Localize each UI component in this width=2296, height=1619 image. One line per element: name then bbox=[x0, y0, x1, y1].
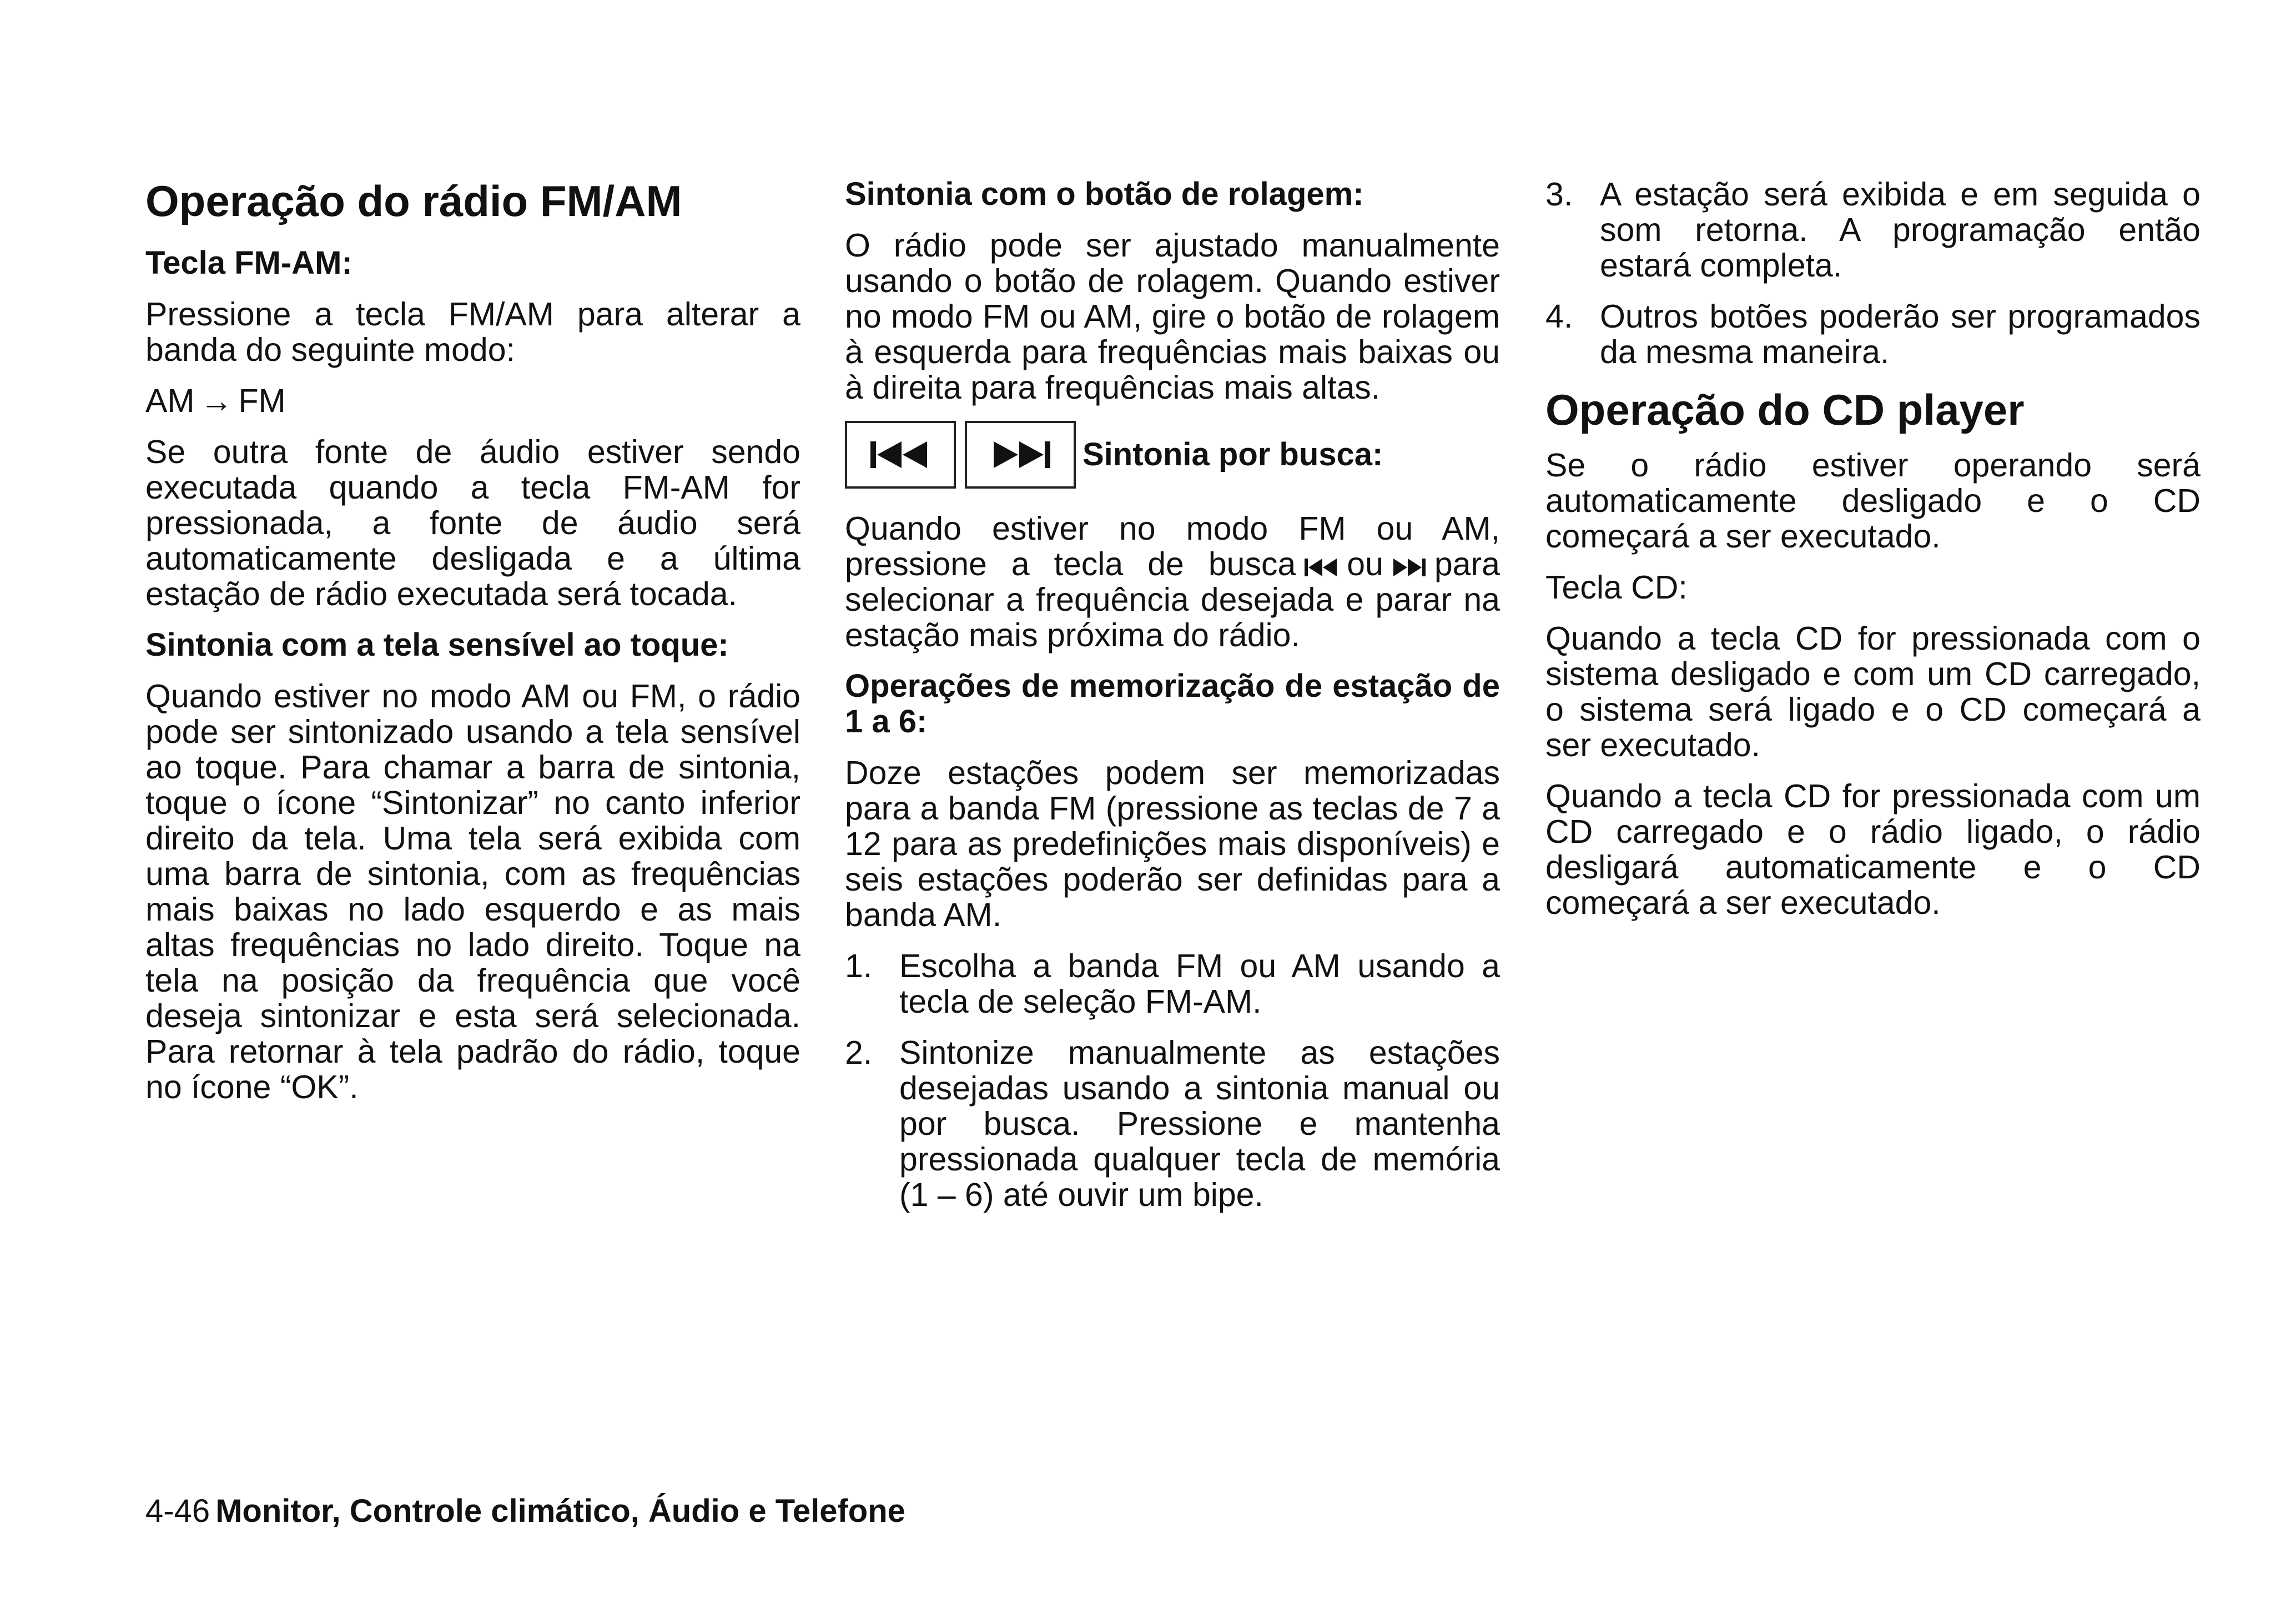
section-title-cd: Operação do CD player bbox=[1545, 385, 2025, 434]
step-number: 4. bbox=[1545, 298, 1573, 335]
step-text: Escolha a banda FM ou AM usando a tecla de seleção FM-AM. bbox=[899, 948, 1500, 1020]
list-item bbox=[1545, 299, 2201, 370]
seek-forward-button-illustration bbox=[965, 421, 1076, 489]
seek-figure bbox=[845, 421, 1500, 489]
step-number: 2. bbox=[845, 1034, 873, 1071]
touch-tuning-paragraph: Quando estiver no modo AM ou FM, o rádio pode ser sintonizado usando a tela sensível ao toque. Para chamar a barra de sintonia, toque o ícone “Sintonizar” no canto inferior direito da tela. Uma tela será exibida com uma barra de sintonia, com as frequências mais baixas no lado esquerdo e as mais altas frequências no lado direito. Toque na tela na posição da frequência que você deseja sintonizar e esta será selecionada. Para retornar à tela padrão do rádio, toque no ícone “OK”. bbox=[145, 678, 800, 1105]
band-to: FM bbox=[238, 383, 286, 419]
seek-text-ou: ou bbox=[1347, 546, 1383, 582]
seek-tuning-paragraph bbox=[845, 511, 1500, 653]
list-item bbox=[1545, 177, 2201, 283]
other-source-paragraph: Se outra fonte de áudio estiver sendo executada quando a tecla FM-AM for pressionada, a fonte de áudio será automaticamente desligada e a última estação de rádio executada será tocada. bbox=[145, 434, 800, 612]
seek-forward-inline-icon bbox=[1391, 556, 1427, 579]
step-number: 1. bbox=[845, 948, 873, 984]
seek-back-icon bbox=[867, 438, 934, 471]
list-item bbox=[845, 948, 1500, 1019]
memory-heading: Operações de memorização de estação de 1 a 6: bbox=[845, 668, 1500, 740]
band-from: AM bbox=[145, 383, 195, 419]
page-footer bbox=[145, 1494, 905, 1529]
seek-text-b: para selecionar a frequência desejada e parar na estação mais próxima do rádio. bbox=[845, 546, 1500, 653]
chapter-title: Monitor, Controle climático, Áudio e Telefone bbox=[215, 1493, 905, 1529]
knob-tuning-heading: Sintonia com o botão de rolagem: bbox=[845, 176, 1364, 212]
column-3 bbox=[1545, 177, 2201, 936]
cd-intro-paragraph: Se o rádio estiver operando será automaticamente desligado e o CD começará a ser executado. bbox=[1545, 447, 2201, 555]
memory-steps-list-1 bbox=[845, 948, 1500, 1213]
column-2 bbox=[845, 177, 1500, 1228]
step-text: A estação será exibida e em seguida o som retorna. A programação então estará completa. bbox=[1600, 176, 2201, 284]
knob-tuning-paragraph: O rádio pode ser ajustado manualmente usando o botão de rolagem. Quando estiver no modo FM ou AM, gire o botão de rolagem à esquerda para frequências mais baixas ou à direita para frequências mais altas. bbox=[845, 227, 1500, 406]
step-text: Outros botões poderão ser programados da mesma maneira. bbox=[1600, 298, 2201, 370]
touch-tuning-heading: Sintonia com a tela sensível ao toque: bbox=[145, 627, 729, 663]
page-number: 4-46 bbox=[145, 1493, 210, 1529]
tecla-fm-am-heading: Tecla FM-AM: bbox=[145, 245, 353, 281]
seek-back-button-illustration bbox=[845, 421, 956, 489]
list-item bbox=[845, 1035, 1500, 1213]
column-1 bbox=[145, 177, 800, 1120]
cd-on-paragraph: Quando a tecla CD for pressionada com um CD carregado e o rádio ligado, o rádio desligará automaticamente e o CD começará a ser executado. bbox=[1545, 778, 2201, 921]
step-number: 3. bbox=[1545, 176, 1573, 213]
tecla-cd-label: Tecla CD: bbox=[1545, 569, 1688, 606]
arrow-right-icon: → bbox=[200, 383, 233, 419]
seek-back-inline-icon bbox=[1303, 556, 1339, 579]
memory-steps-list-2 bbox=[1545, 177, 2201, 370]
seek-text-a: Quando estiver no modo FM ou AM, pressione a tecla de busca bbox=[845, 510, 1500, 582]
memory-paragraph: Doze estações podem ser memorizadas para a banda FM (pressione as teclas de 7 a 12 para as predefinições mais disponíveis) e seis estações poderão ser definidas para a banda AM. bbox=[845, 755, 1500, 933]
cd-off-paragraph: Quando a tecla CD for pressionada com o sistema desligado e com um CD carregado, o sistema será ligado e o CD começará a ser executado. bbox=[1545, 620, 2201, 763]
band-sequence bbox=[145, 383, 800, 419]
band-instruction-paragraph: Pressione a tecla FM/AM para alterar a banda do seguinte modo: bbox=[145, 296, 800, 368]
seek-forward-icon bbox=[987, 438, 1054, 471]
seek-tuning-heading: Sintonia por busca: bbox=[1082, 436, 1383, 472]
section-title-radio: Operação do rádio FM/AM bbox=[145, 177, 682, 225]
step-text: Sintonize manualmente as estações desejadas usando a sintonia manual ou por busca. Pressione e mantenha pressionada qualquer tecla de memória (1 – 6) até ouvir um bipe. bbox=[899, 1034, 1500, 1213]
